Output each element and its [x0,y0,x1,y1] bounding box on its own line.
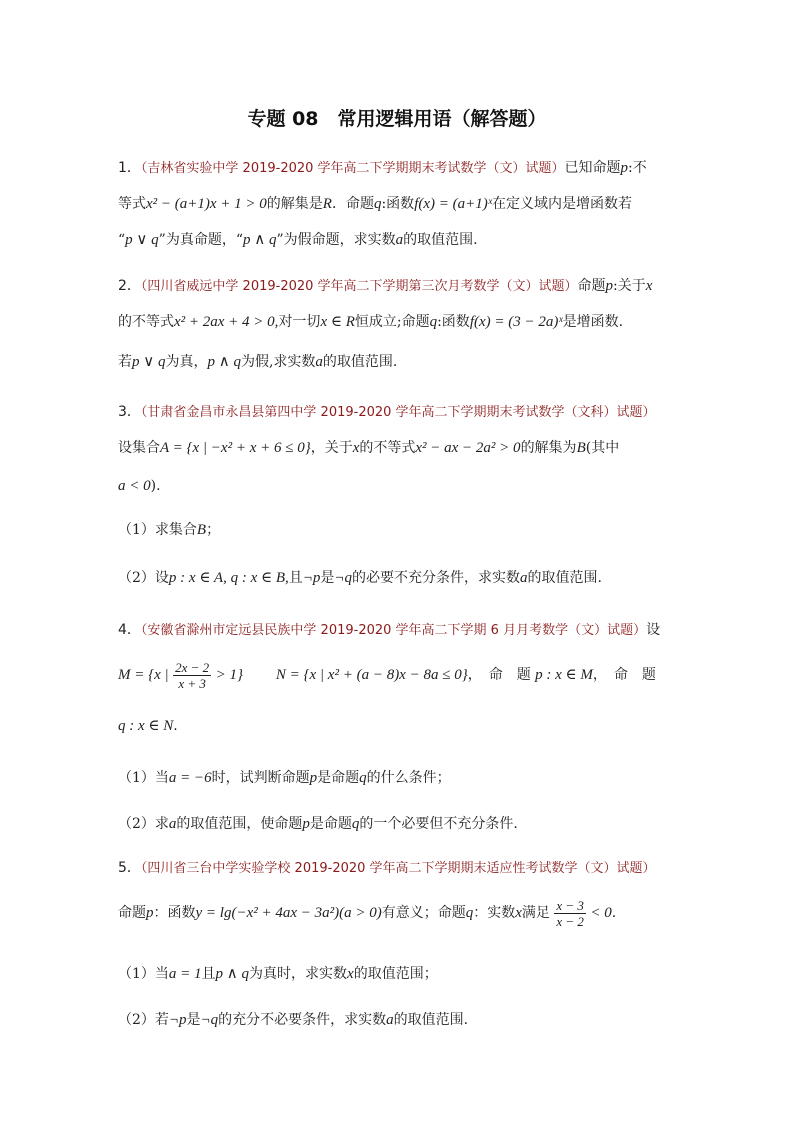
problem-source: （四川省三台中学实验学校 2019-2020 学年高二下学期期末适应性考试数学（文）试题） [140,861,656,876]
text: 若 [118,354,132,370]
text: 有意义；命题 [381,905,466,921]
math: a [520,570,528,586]
text: 的取值范围. [403,232,478,248]
text: :函数 [437,314,470,330]
text: :不 [628,160,647,176]
math: q [465,905,474,921]
math: f(x) = (a+1)ˣ [414,196,492,212]
text: 为真时，求实数 [249,966,348,982]
math: p [146,905,154,921]
problem-5-question-2 [118,1010,678,1030]
problem-5-line-1 [118,858,678,879]
numerator: x − 3 [556,897,584,913]
math: > 1} [215,667,243,683]
text: 时，试判断命题 [211,770,310,786]
math: ¬p [302,570,321,586]
math: y = lg(−x² + 4ax − 3a²)(a > 0) [195,905,382,921]
problem-3-line-3 [118,476,678,496]
text: 的取值范围. [527,570,602,586]
text: （2）设 [118,570,169,586]
text: . [173,718,178,734]
text: ). [150,478,161,494]
problem-4-question-1 [118,768,678,788]
text: 的取值范围. [393,1012,469,1028]
math: q [351,816,360,832]
problem-number: 2． [118,278,141,294]
text: ：实数 [473,905,516,921]
math: f(x) = (3 − 2a)ˣ [469,314,563,330]
numerator: 2x − 2 [175,659,210,675]
text: ．命题 [331,196,374,212]
text: 设 [646,622,661,638]
problem-number: 5． [118,860,141,876]
text: 的不等式 [359,440,416,456]
text: 的什么条件； [366,770,451,786]
problem-number: 3． [118,404,141,420]
text: 等式 [118,196,146,212]
text: 的取值范围； [353,966,438,982]
text: 的必要不充分条件，求实数 [352,570,520,586]
math: M = {x | [118,667,169,683]
text: 对一切 [278,314,321,330]
text: 是 [186,1012,201,1028]
math: p : x ∈ A, q : x ∈ B, [168,570,289,586]
text: ； [206,522,221,538]
text: 为假,求实数 [240,354,316,370]
problem-4-line-3 [118,716,678,736]
fraction [554,898,586,929]
text: 的解集是 [266,196,323,212]
text: （2）若 [118,1012,169,1028]
text: （1）当 [118,770,169,786]
fraction [173,660,211,691]
math: a [168,816,177,832]
text: 设集合 [118,440,160,456]
math: a = 1 [168,966,202,982]
math: x² + 2ax + 4 > 0, [174,314,279,330]
problem-1-line-2 [118,194,678,214]
problem-5-question-1 [118,964,678,984]
text: . [611,905,617,921]
text: 在定义域内是增函数若 [491,196,632,212]
problem-3-line-1 [118,402,678,423]
text: 且 [288,570,303,586]
problem-number: 1． [118,160,141,176]
problem-3-line-2 [118,438,678,458]
math: p [620,160,629,176]
math: ¬q [200,1012,219,1028]
math: p [309,770,318,786]
text: 恒成立;命题 [354,314,430,330]
problem-2-line-3 [118,352,678,372]
math: p ∧ q [215,966,250,982]
text: 的解集为 [520,440,577,456]
text: 满足 [521,905,550,921]
math: a [315,354,323,370]
text: 已知命题 [564,160,621,176]
problem-source: （安徽省滁州市定远县民族中学 2019-2020 学年高二下学期 6 月月考数学（文）试题） [140,623,647,638]
text: 命题 [118,905,146,921]
problem-source: （甘肃省金昌市永昌县第四中学 2019-2020 学年高二下学期期末考试数学（文科）试题） [140,405,656,420]
math: x² − (a+1)x + 1 > 0 [146,196,267,212]
math: N = {x | x² + (a − 8)x − 8a ≤ 0} [275,667,468,683]
text: (其中 [585,440,620,456]
math: x [347,966,354,982]
text: 是增函数. [562,314,624,330]
text: 的取值范围. [322,354,398,370]
math: a < 0 [118,478,151,494]
math: p ∧ q [207,354,241,370]
math: ¬p [168,1012,187,1028]
math: x [515,905,522,921]
math: q : x ∈ N [118,718,174,734]
text: 是命题 [309,816,352,832]
math: B [576,440,586,456]
math: x [352,440,360,456]
problem-1-line-3 [118,230,678,250]
problem-1-line-1 [118,158,678,179]
page-title: 专题 08 常用逻辑用语（解答题） [247,108,547,130]
math: A = {x | −x² + x + 6 ≤ 0} [160,440,311,456]
math: p [302,816,310,832]
problem-3-question-2 [118,568,678,588]
math: q [373,196,382,212]
text: （1）求集合 [118,522,197,538]
math: x ∈ R [320,314,355,330]
math: < 0 [590,905,612,921]
math: p ∨ q [125,232,159,248]
math: p [605,278,614,294]
problem-number: 4． [118,622,141,638]
math: x² − ax − 2a² > 0 [415,440,521,456]
math: a [386,1012,394,1028]
text: 的充分不必要条件，求实数 [218,1012,387,1028]
text: ， 命 题 [592,667,656,683]
problem-2-line-1 [118,276,678,297]
problem-source: （吉林省实验中学 2019-2020 学年高二下学期期末考试数学（文）试题） [140,161,565,176]
math: ¬q [334,570,352,586]
text: 是 [320,570,335,586]
text: “ [118,232,126,248]
text: ”为真命题，“ [158,232,243,248]
text: :函数 [381,196,415,212]
text: :关于 [613,278,646,294]
problem-source: （四川省威远中学 2019-2020 学年高二下学期第三次月考数学（文）试题） [140,279,578,294]
problem-2-line-2 [118,312,678,332]
problem-3-question-1 [118,520,678,540]
text: 是命题 [317,770,360,786]
text: 命题 [577,278,606,294]
problem-5-line-2 [118,896,678,930]
text: ”为假命题，求实数 [276,232,396,248]
text: ：函数 [153,905,196,921]
text: ， 命 题 [467,667,531,683]
text: 且 [201,966,216,982]
denominator: x + 3 [178,675,206,691]
math: p : x ∈ M [535,667,593,683]
text: （1）当 [118,966,169,982]
text: 为真， [165,354,208,370]
math: R [322,196,332,212]
math: a = −6 [168,770,212,786]
problem-4-line-2 [118,658,678,692]
text: （2）求 [118,816,169,832]
problem-4-line-1 [118,620,678,641]
denominator: x − 2 [556,913,584,929]
text: 的取值范围，使命题 [176,816,303,832]
math: B [196,522,207,538]
math: q [359,770,367,786]
text: 的一个必要但不充分条件. [359,816,518,832]
math: p ∨ q [132,354,166,370]
text: 的不等式 [118,314,174,330]
text: ，关于 [310,440,353,456]
math: x [645,278,653,294]
math: p ∧ q [242,232,277,248]
problem-4-question-2 [118,814,678,834]
math: q [429,314,438,330]
math: a [395,232,404,248]
